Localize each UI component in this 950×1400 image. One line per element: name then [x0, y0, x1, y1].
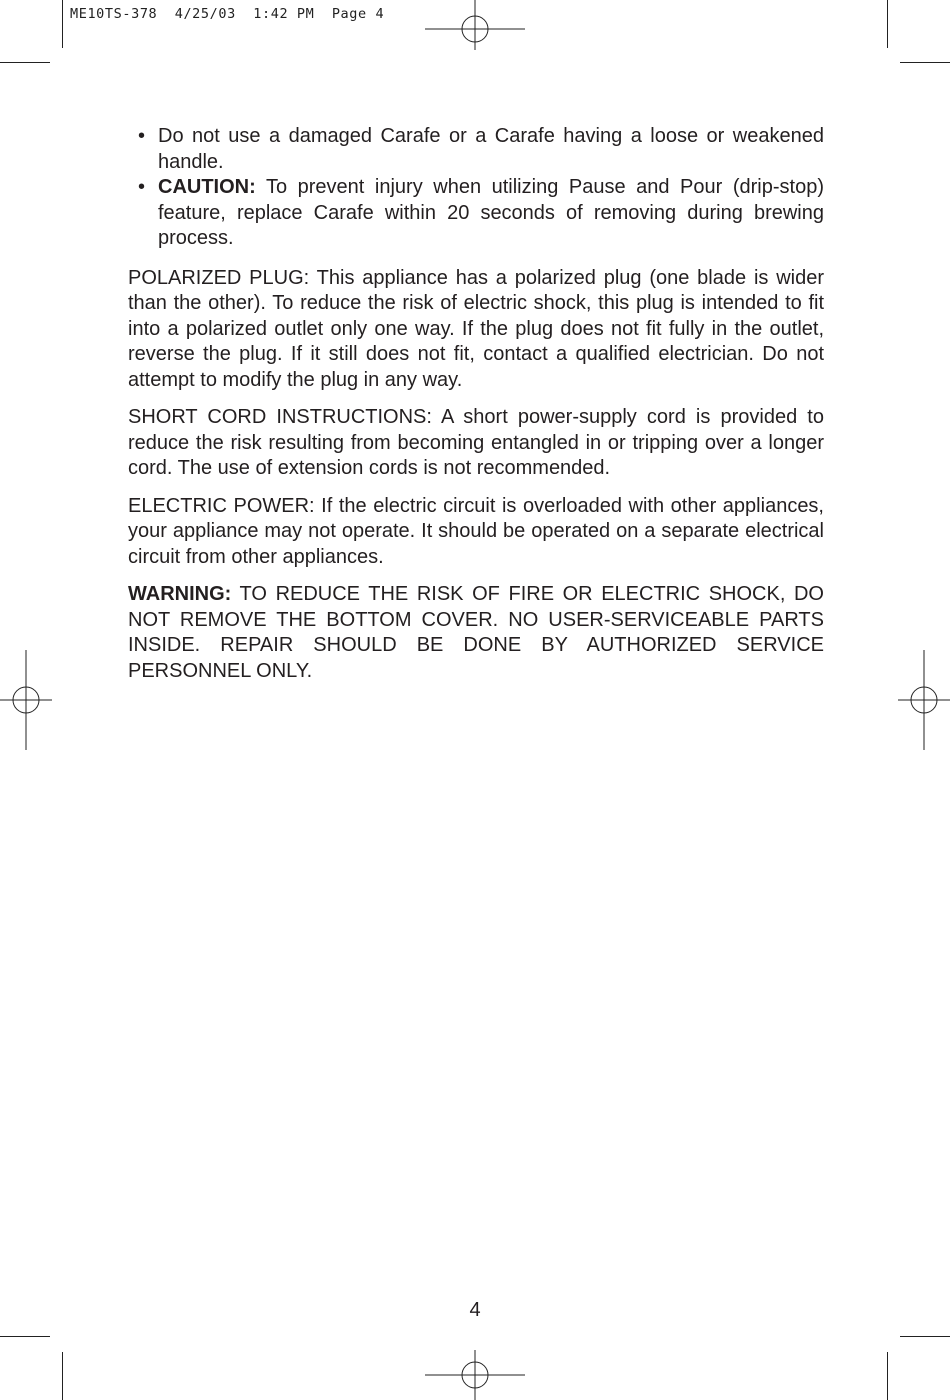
instructions-body [128, 124, 824, 684]
registration-mark-top [425, 0, 525, 50]
polarized-plug-paragraph: POLARIZED PLUG: This appliance has a polarized plug (one blade is wider than the other). To reduce the risk of electric shock, this plug is intended to fit into a polarized outlet only one way. If the plug does not fit fully in the outlet, reverse the plug. If it still does not fit, contact a qualified electrician. Do not attempt to modify the plug in any way. [128, 266, 824, 391]
warning-label: WARNING: [128, 583, 232, 605]
bullet-item-caution [128, 175, 824, 252]
crop-mark-top-right-vertical [887, 0, 888, 48]
electric-power-paragraph: ELECTRIC POWER: If the electric circuit is overloaded with other appliances, your appliance may not operate. It should be operated on a separate electrical circuit from other appliances. [128, 494, 824, 568]
bullet-item-damaged-carafe [128, 124, 824, 175]
short-cord-paragraph: SHORT CORD INSTRUCTIONS: A short power-supply cord is provided to reduce the risk resulting from becoming entangled in or tripping over a longer cord. The use of extension cords is not recommended. [128, 406, 824, 479]
crop-mark-bottom-right-vertical [887, 1352, 888, 1400]
bullet-text: To prevent injury when utilizing Pause and Pour (drip-stop) feature, replace Carafe within 20 seconds of removing during brewing process. [158, 176, 824, 249]
print-slug: ME10TS-378 4/25/03 1:42 PM Page 4 [70, 6, 385, 22]
page-number: 4 [469, 1299, 481, 1321]
warning-text: TO REDUCE THE RISK OF FIRE OR ELECTRIC SHOCK, DO NOT REMOVE THE BOTTOM COVER. NO USER-SERVICEABLE PARTS INSIDE. REPAIR SHOULD BE DONE BY AUTHORIZED SERVICE PERSONNEL ONLY. [128, 583, 824, 682]
bullet-icon: • [138, 176, 146, 198]
crop-mark-top-left-horizontal [0, 62, 50, 63]
bullet-list [128, 124, 824, 252]
registration-mark-left [0, 650, 52, 750]
crop-mark-bottom-left-vertical [62, 1352, 63, 1400]
bullet-icon: • [138, 125, 146, 147]
crop-mark-top-right-horizontal [900, 62, 950, 63]
crop-mark-top-left-vertical [62, 0, 63, 48]
bullet-text: Do not use a damaged Carafe or a Carafe having a loose or weakened handle. [158, 125, 824, 173]
registration-mark-right [898, 650, 950, 750]
crop-mark-bottom-right-horizontal [900, 1336, 950, 1337]
caution-label: CAUTION: [158, 176, 256, 198]
crop-mark-bottom-left-horizontal [0, 1336, 50, 1337]
warning-paragraph [128, 582, 824, 684]
registration-mark-bottom [425, 1350, 525, 1400]
